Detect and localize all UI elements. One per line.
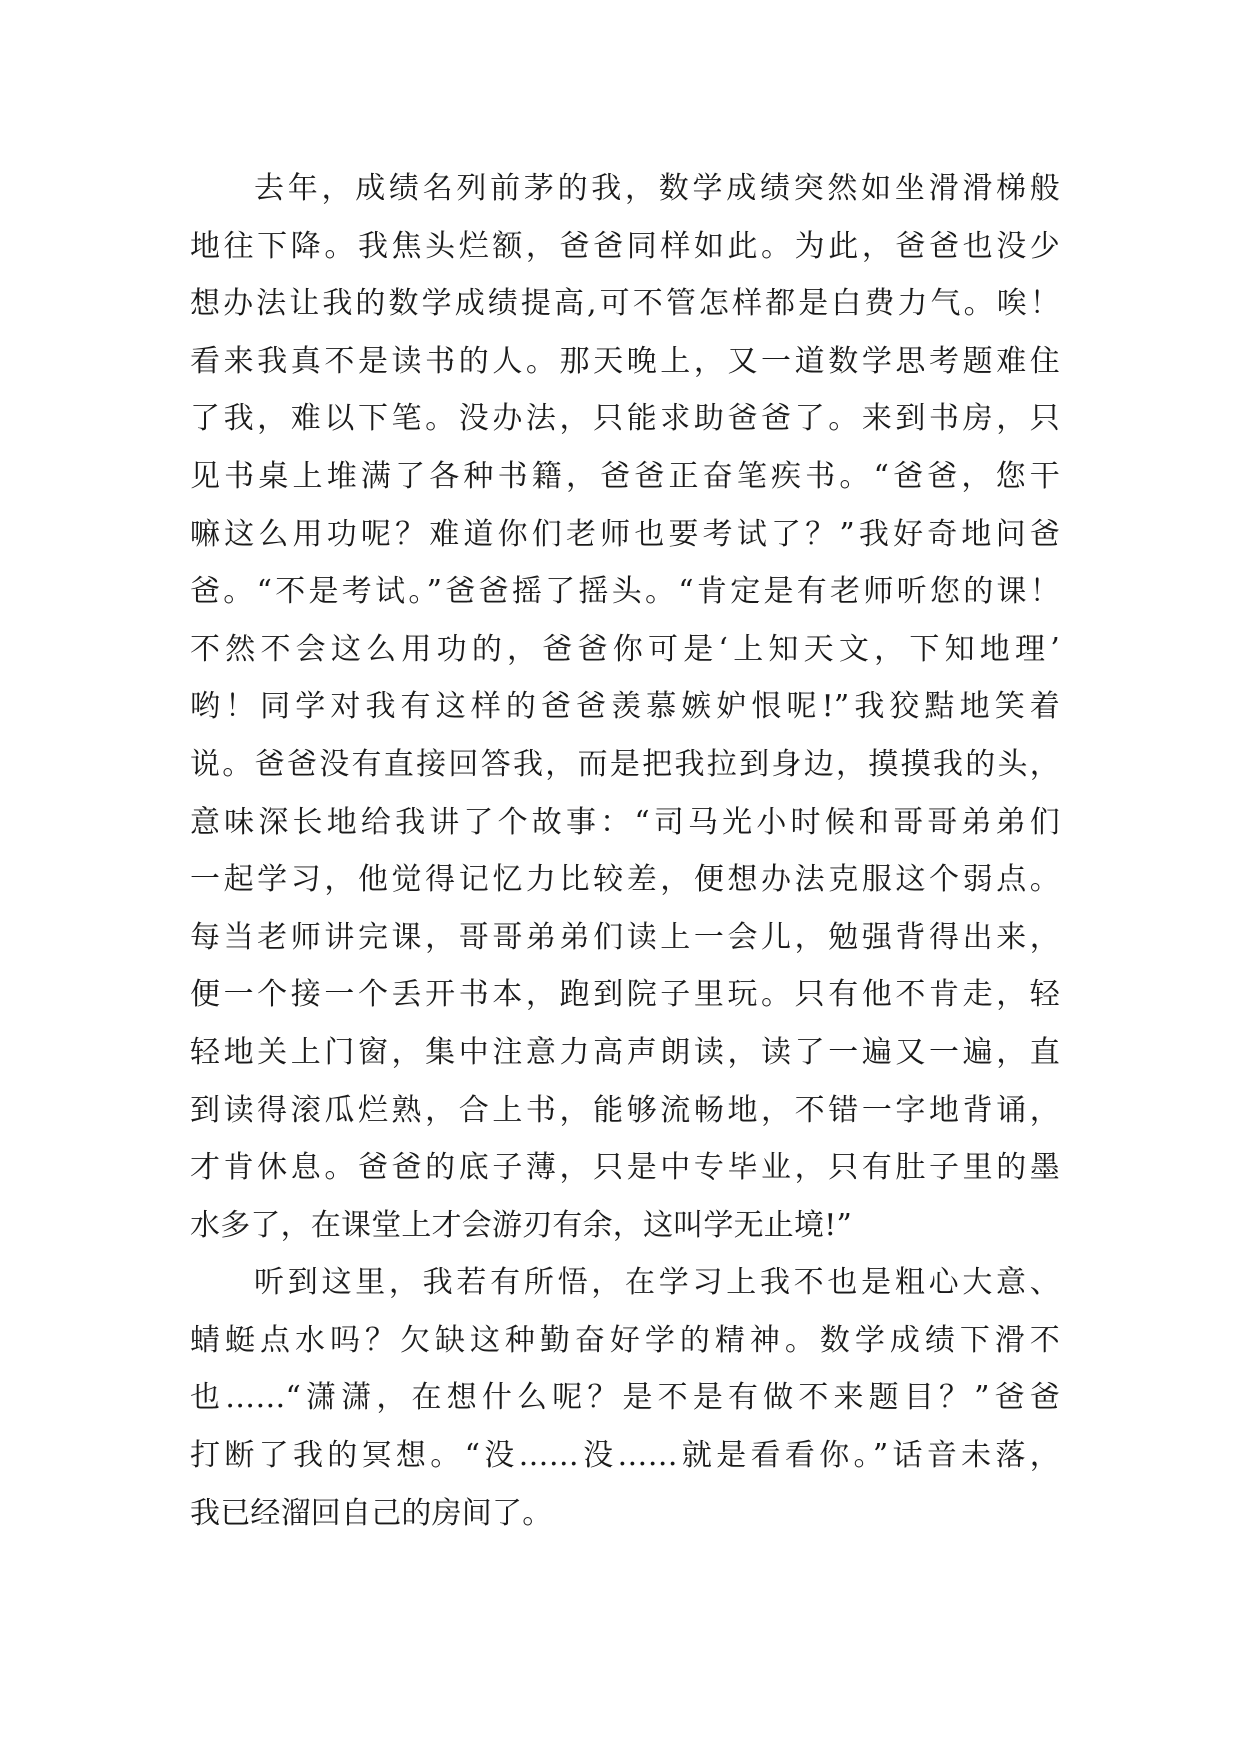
paragraph-1-line-15: 便一个接一个丢开书本，跑到院子里玩。只有他不肯走，轻 [190,977,1060,1013]
document-body [190,160,1060,1542]
paragraph-1-line-13: 一起学习，他觉得记忆力比较差，便想办法克服这个弱点。 [190,862,1060,898]
paragraph-1-line-9: 不然不会这么用功的，爸爸你可是‘上知天文，下知地理’ [190,631,1060,667]
paragraph-1-line-2: 地往下降。我焦头烂额，爸爸同样如此。为此，爸爸也没少 [190,228,1060,264]
paragraph-1-line-10: 哟！同学对我有这样的爸爸羡慕嫉妒恨呢!”我狡黠地笑着 [190,689,1060,725]
paragraph-1-line-16: 轻地关上门窗，集中注意力高声朗读，读了一遍又一遍，直 [190,1034,1060,1070]
paragraph-1-line-4: 看来我真不是读书的人。那天晚上，又一道数学思考题难住 [190,343,1060,379]
paragraph-1-line-8: 爸。“不是考试。”爸爸摇了摇头。“肯定是有老师听您的课！ [190,574,1060,610]
paragraph-1-line-19: 水多了，在课堂上才会游刃有余，这叫学无止境!” [190,1207,852,1243]
paragraph-1-line-3: 想办法让我的数学成绩提高,可不管怎样都是白费力气。唉！ [190,286,1060,322]
paragraph-1-line-5: 了我，难以下笔。没办法，只能求助爸爸了。来到书房，只 [190,401,1060,437]
paragraph-1-line-12: 意味深长地给我讲了个故事：“司马光小时候和哥哥弟弟们 [190,804,1060,840]
paragraph-1-line-7: 嘛这么用功呢？难道你们老师也要考试了？”我好奇地问爸 [190,516,1060,552]
paragraph-1-line-14: 每当老师讲完课，哥哥弟弟们读上一会儿，勉强背得出来， [190,919,1060,955]
paragraph-2-line-2: 蜻蜓点水吗？欠缺这种勤奋好学的精神。数学成绩下滑不 [190,1322,1060,1358]
paragraph-2-line-4: 打断了我的冥想。“没……没……就是看看你。”话音未落， [190,1438,1060,1474]
paragraph-2-line-3: 也……“潇潇，在想什么呢？是不是有做不来题目？”爸爸 [190,1380,1060,1416]
paragraph-1-line-6: 见书桌上堆满了各种书籍，爸爸正奋笔疾书。“爸爸，您干 [190,458,1060,494]
paragraph-1-line-17: 到读得滚瓜烂熟，合上书，能够流畅地，不错一字地背诵， [190,1092,1060,1128]
paragraph-1-line-18: 才肯休息。爸爸的底子薄，只是中专毕业，只有肚子里的墨 [190,1150,1060,1186]
paragraph-2-line-5: 我已经溜回自己的房间了。 [190,1495,553,1531]
paragraph-2-line-1: 听到这里，我若有所悟，在学习上我不也是粗心大意、 [254,1265,1060,1301]
paragraph-1-line-1: 去年，成绩名列前茅的我，数学成绩突然如坐滑滑梯般 [254,171,1060,206]
paragraph-1-line-11: 说。爸爸没有直接回答我，而是把我拉到身边，摸摸我的头， [190,746,1060,782]
